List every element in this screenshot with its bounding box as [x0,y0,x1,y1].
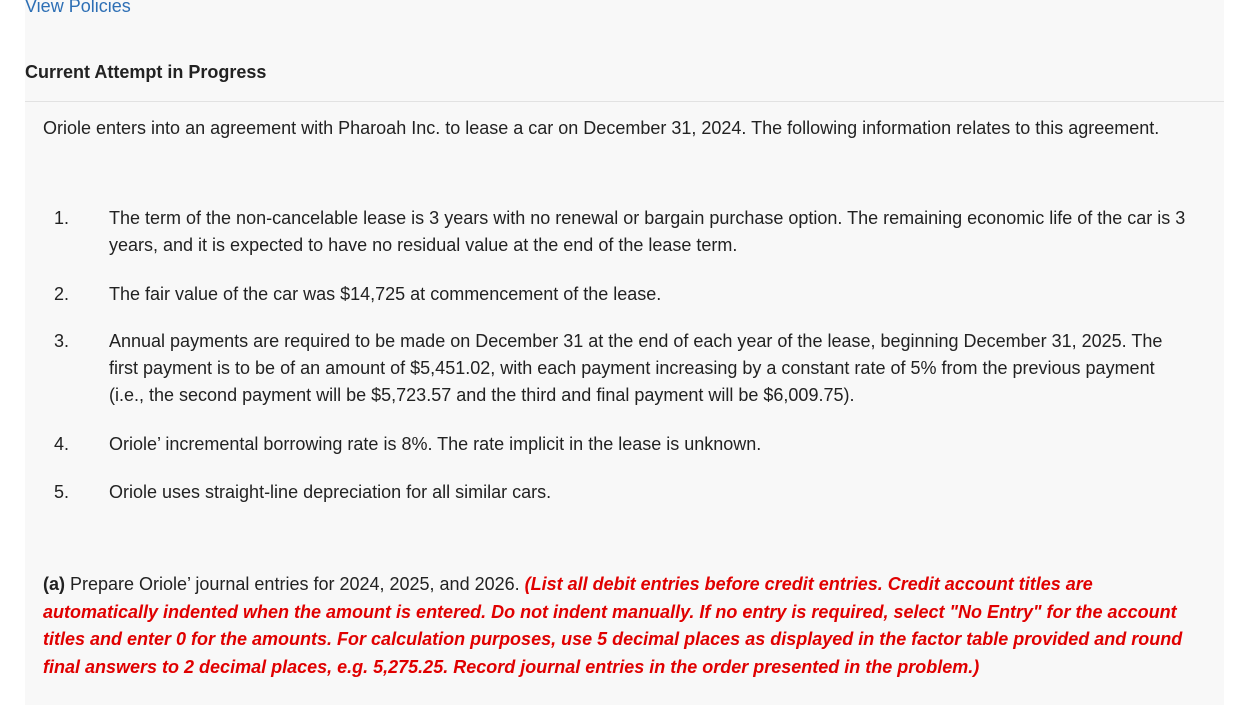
list-item-text: Annual payments are required to be made on December 31 at the end of each year of the lease, beginning December 31, 2025. The first payment is to be of an amount of $5,451.02, with each payment increasing by a constant rate of 5% from the previous payment (i.e., the second payment will be $5,723.57 and the third and final payment will be $6,009.75). [109,331,1163,405]
list-item-number: 5. [54,482,70,502]
part-a-prompt: Prepare Oriole’ journal entries for 2024, 2025, and 2026. [65,574,525,594]
list-item-text: Oriole’ incremental borrowing rate is 8%. The rate implicit in the lease is unknown. [109,434,762,454]
list-item-number: 4. [54,434,70,454]
view-policies-link[interactable]: View Policies [25,0,131,16]
list-item-text: The fair value of the car was $14,725 at commencement of the lease. [109,284,662,304]
header-divider [25,101,1224,102]
list-item-number: 2. [54,284,70,304]
part-a-red-instructions: (List all debit entries before credit entries. Credit account titles are automatically indented when the amount is entered. Do not indent manually. If no entry is required, select "No Entry" for the account titles and enter 0 for the amounts. For calculation purposes, use 5 decimal places as displayed in the factor table provided and round final answers to 2 decimal places, e.g. 5,275.25. Record journal entries in the order presented in the problem.) [43,574,1183,677]
part-a-instructions [43,571,1203,681]
list-item-number: 3. [54,331,70,351]
list-item-text: The term of the non-cancelable lease is 3 years with no renewal or bargain purchase option. The remaining economic life of the car is 3 years, and it is expected to have no residual value at the end of the lease term. [109,208,1186,255]
left-gutter [0,0,25,705]
list-item-number: 1. [54,208,70,228]
attempt-status-title: Current Attempt in Progress [25,62,267,82]
part-a-label: (a) [43,574,65,594]
right-gutter [1224,0,1247,705]
list-item-text: Oriole uses straight-line depreciation for all similar cars. [109,482,552,502]
question-intro: Oriole enters into an agreement with Pharoah Inc. to lease a car on December 31, 2024. The following information relates to this agreement. [43,118,1160,138]
